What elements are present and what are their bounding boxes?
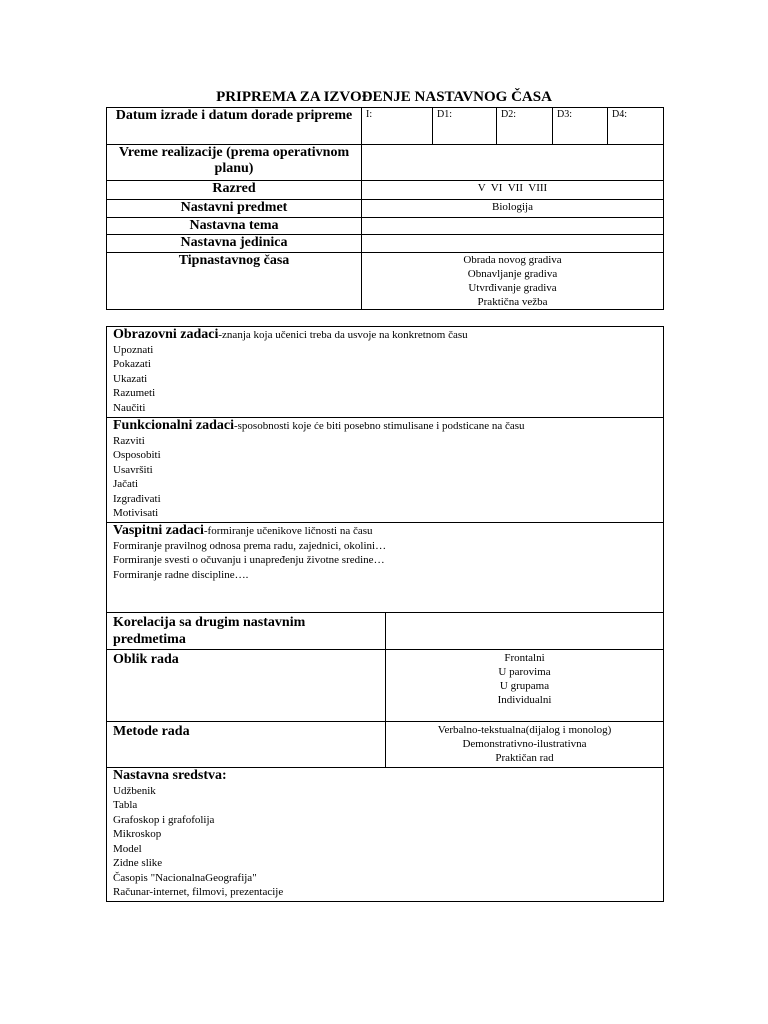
tema-label: Nastavna tema xyxy=(107,218,362,235)
tip-option[interactable]: Utvrđivanje gradiva xyxy=(468,282,557,294)
list-item: Razumeti xyxy=(113,387,156,399)
tip-option[interactable]: Praktična vežba xyxy=(477,296,548,308)
list-item: Model xyxy=(113,842,142,855)
funkcionalni-head: Funkcionalni zadaci xyxy=(113,418,234,433)
jedinica-label: Nastavna jedinica xyxy=(107,235,362,253)
datum-cell-d4[interactable]: D4: xyxy=(608,108,664,145)
datum-cell-d3[interactable]: D3: xyxy=(553,108,608,145)
datum-cell-d1[interactable]: D1: xyxy=(433,108,497,145)
list-item: Razviti xyxy=(113,434,145,447)
tip-option[interactable]: Obrada novog gradiva xyxy=(463,254,562,266)
vaspitni-head: Vaspitni zadaci xyxy=(113,523,204,538)
header-table xyxy=(106,107,664,310)
obrazovni-head: Obrazovni zadaci xyxy=(113,327,219,342)
sredstva-head: Nastavna sredstva: xyxy=(113,768,227,783)
list-item: Formiranje pravilnog odnosa prema radu, zajednici, okolini… xyxy=(113,539,387,552)
list-item: Formiranje svesti o očuvanju i unapređenju životne sredine… xyxy=(113,554,385,566)
vreme-value[interactable] xyxy=(362,145,664,181)
oblik-option[interactable]: U parovima xyxy=(498,666,551,678)
obrazovni-sub: -znanja koja učenici treba da usvoje na konkretnom času xyxy=(218,329,468,341)
list-item: Jačati xyxy=(113,478,139,490)
metode-option[interactable]: Verbalno-tekstualna(dijalog i monolog) xyxy=(437,724,612,736)
list-item: Mikroskop xyxy=(113,828,162,840)
list-item: Ukazati xyxy=(113,372,148,385)
funkcionalni-sub: -sposobnosti koje će biti posebno stimulisane i podsticane na času xyxy=(233,420,525,432)
list-item: Upoznati xyxy=(113,343,154,356)
predmet-label: Nastavni predmet xyxy=(107,200,362,218)
vaspitni-sub: -formiranje učenikove ličnosti na času xyxy=(203,525,373,537)
list-item: Motivisati xyxy=(113,507,159,519)
list-item: Naučiti xyxy=(113,401,146,414)
list-item: Pokazati xyxy=(113,358,151,370)
metode-label: Metode rada xyxy=(107,722,386,768)
vreme-label: Vreme realizacije (prema operativnom planu) xyxy=(107,145,362,181)
oblik-option[interactable]: Frontalni xyxy=(504,652,545,664)
list-item: Osposobiti xyxy=(113,449,161,461)
funkcionalni-section xyxy=(107,418,664,523)
obrazovni-section xyxy=(107,327,664,418)
vaspitni-section xyxy=(107,523,664,613)
metode-option[interactable]: Demonstrativno-ilustrativna xyxy=(462,738,587,750)
razred-value[interactable]: V VI VII VIII xyxy=(362,181,664,200)
korelacija-label: Korelacija sa drugim nastavnim predmetima xyxy=(107,613,386,650)
list-item: Udžbenik xyxy=(113,784,156,797)
metode-options xyxy=(386,722,664,768)
list-item: Zidne slike xyxy=(113,857,163,869)
tip-label: Tipnastavnog časa xyxy=(107,253,362,310)
datum-label: Datum izrade i datum dorade pripreme xyxy=(107,108,362,145)
page-title: PRIPREMA ZA IZVOĐENJE NASTAVNOG ČASA xyxy=(216,89,552,105)
tip-option[interactable]: Obnavljanje gradiva xyxy=(467,268,558,280)
tip-options xyxy=(362,253,664,310)
list-item: Časopis "NacionalnaGeografija" xyxy=(113,871,257,884)
jedinica-value[interactable] xyxy=(362,235,664,253)
korelacija-value[interactable] xyxy=(386,613,664,650)
main-table xyxy=(106,326,664,902)
oblik-options xyxy=(386,650,664,722)
sredstva-section xyxy=(107,768,664,902)
oblik-label: Oblik rada xyxy=(107,650,386,722)
oblik-option[interactable]: Individualni xyxy=(497,694,552,706)
razred-label: Razred xyxy=(107,181,362,200)
list-item: Grafoskop i grafofolija xyxy=(113,813,215,826)
datum-cell-d2[interactable]: D2: xyxy=(497,108,553,145)
list-item: Usavršiti xyxy=(113,463,153,476)
metode-option[interactable]: Praktičan rad xyxy=(495,752,554,764)
list-item: Formiranje radne discipline…. xyxy=(113,568,249,581)
list-item: Tabla xyxy=(113,799,138,811)
list-item: Računar-internet, filmovi, prezentacije xyxy=(113,886,284,898)
list-item: Izgrađivati xyxy=(113,492,161,505)
predmet-value[interactable]: Biologija xyxy=(362,200,664,218)
datum-cell-i[interactable]: I: xyxy=(362,108,433,145)
oblik-option[interactable]: U grupama xyxy=(499,680,550,692)
tema-value[interactable] xyxy=(362,218,664,235)
